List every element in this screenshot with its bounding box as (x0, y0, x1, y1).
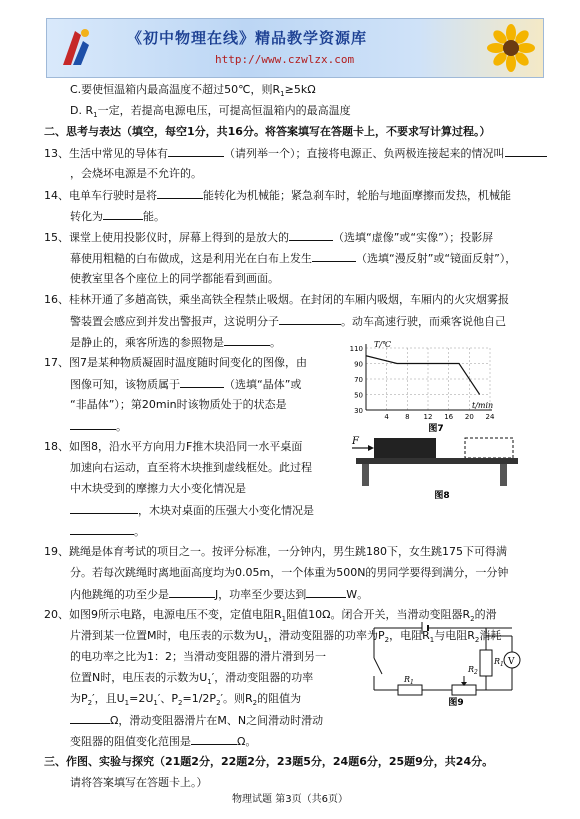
section-3-heading: 三、作图、实验与探究（21题2分，22题2分，23题5分，24题6分，25题9分，共24分。 (44, 755, 494, 768)
question-20-end: 变阻器的阻值变化范围是 Ω。 (70, 731, 256, 752)
answer-blank (157, 185, 203, 199)
question-18-cont3: ，木块对桌面的压强大小变化情况是 (70, 500, 314, 521)
fig9-r1-label: $R_1$ (494, 657, 504, 668)
answer-blank (289, 227, 333, 241)
option-d: D. $R_1$一定，若提高电源电压，可提高恒温箱内的最高温度 (70, 104, 351, 120)
header-banner (46, 18, 544, 78)
figure-7-cooling-chart (344, 338, 504, 434)
question-17-end: 。 (70, 416, 127, 437)
fig7-y-tick-label: 70 (354, 376, 363, 384)
answer-blank (306, 584, 346, 598)
table-leg (500, 464, 507, 486)
figure-8-block-diagram (350, 432, 520, 502)
fig7-x-tick-label: 8 (405, 413, 410, 421)
fig9-caption: 图9 (448, 698, 464, 706)
answer-blank (168, 143, 224, 157)
question-20-cont2: 的电功率之比为1：2；当滑动变阻器的滑片滑到另一 (70, 650, 326, 663)
fig7-data-line (366, 356, 480, 395)
question-18-end: 。 (70, 521, 145, 542)
fig7-y-tick-label: 110 (349, 345, 363, 353)
question-19-end: 内他跳绳的功至少是 J，功率至少要达到 W。 (70, 584, 368, 605)
answer-blank (103, 206, 143, 220)
question-16-cont: 警装置会感应到并发出警报声，这说明分子 。动车高速行驶，而乘客说他自己 (70, 311, 506, 332)
fig7-x-ticks (384, 413, 495, 421)
question-20-cont: 片滑到某一位置M时，电压表的示数为$U_1$，滑动变阻器的功率为$P_2$，电阻$R_1$与电阻$R_2$消耗 (70, 629, 502, 645)
fig7-x-tick-label: 20 (464, 413, 474, 421)
fig7-x-tick-label: 4 (384, 413, 389, 421)
question-16: 16、桂林开通了多趟高铁，乘坐高铁全程禁止吸烟。在封闭的车厢内吸烟，车厢内的火灾烟雾报 (44, 293, 509, 306)
answer-blank (224, 332, 270, 346)
question-14-cont: 转化为 能。 (70, 206, 165, 227)
question-19: 19、跳绳是体育考试的项目之一。按评分标准，一分钟内，男生跳180下，女生跳175下可得满 (44, 545, 507, 558)
figure-9-circuit-diagram (364, 620, 524, 706)
switch-icon (374, 658, 382, 674)
question-16-end: 是静止的，乘客所选的参照物是 。 (70, 332, 281, 353)
fig7-ylabel: T/℃ (374, 340, 391, 349)
sunflower-icon (485, 23, 537, 73)
force-arrowhead-icon (368, 445, 374, 451)
fig7-y-tick-label: 30 (354, 407, 363, 415)
table-top (356, 458, 518, 464)
fig7-x-tick-label: 24 (485, 413, 495, 421)
site-logo-icon (55, 25, 95, 71)
question-17: 17、图7是某种物质凝固时温度随时间变化的图像，由 (44, 356, 307, 369)
fig7-xlabel: t/min (472, 401, 494, 410)
answer-blank (279, 311, 341, 325)
fig8-caption: 图8 (434, 491, 450, 501)
question-17-cont: 图像可知，该物质属于 （选填“晶体”或 (70, 374, 301, 395)
table-leg (362, 464, 369, 486)
force-label: F (352, 436, 359, 447)
answer-blank (70, 416, 116, 430)
banner-title: 《初中物理在线》精品教学资源库 (127, 29, 368, 47)
answer-blank (191, 731, 237, 745)
answer-blank (70, 500, 138, 514)
fig9-r2-label: $R_2$ (468, 665, 478, 676)
question-14: 14、电单车行驶时是将 能转化为机械能；紧急刹车时，轮胎与地面摩擦而发热，机械能 (44, 185, 511, 206)
wooden-block (374, 438, 436, 458)
fig7-y-ticks (350, 345, 363, 415)
question-18-cont2: 中木块受到的摩擦力大小变化情况是 (70, 482, 246, 495)
section-3-note: 请将答案填写在答题卡上。） (70, 776, 208, 789)
question-13-cont: ，会烧坏电源是不允许的。 (70, 167, 202, 180)
fig7-x-tick-label: 12 (423, 413, 433, 421)
question-20: 20、如图9所示电路，电源电压不变，定值电阻$R_1$阻值10Ω。闭合开关，当滑动变阻器$R_2$的滑 (44, 608, 497, 624)
question-20-cont5: Ω，滑动变阻器滑片在M、N之间滑动时滑动 (70, 710, 323, 731)
question-17-cont2: “非晶体”）；第20min时该物质处于的状态是 (70, 398, 287, 411)
banner-url[interactable]: http://www.czwlzx.com (215, 53, 355, 66)
resistor-r1-bottom (398, 685, 422, 695)
question-15: 15、课堂上使用投影仪时，屏幕上得到的是放大的 （选填“虚像”或“实像”）；投影屏 (44, 227, 493, 248)
fig7-y-tick-label: 90 (354, 360, 363, 369)
question-18: 18、如图8，沿水平方向用力F推木块沿同一水平桌面 (44, 440, 303, 453)
rheostat-r2 (452, 685, 476, 695)
answer-blank (505, 143, 547, 157)
answer-blank (180, 374, 224, 388)
question-15-cont: 幕使用粗糙的白布做成，这是利用光在白布上发生 （选填“漫反射”或“镜面反射”）， (70, 248, 516, 269)
resistor-r1 (480, 650, 492, 676)
dashed-target-box (465, 438, 513, 458)
fig7-caption: 图7 (428, 424, 444, 434)
page-footer: 物理试题 第3页（共6页） (232, 794, 348, 805)
question-13: 13、生活中常见的导体有 （请列举一个）；直接将电源正、负两极连接起来的情况叫 (44, 143, 547, 164)
answer-blank (70, 710, 110, 724)
answer-blank (70, 521, 134, 535)
fig7-y-tick-label: 50 (354, 391, 363, 400)
option-c: C.要使恒温箱内最高温度不超过50℃，则$R_1\ge 5k\Omega$ (70, 83, 316, 99)
answer-blank (169, 584, 215, 598)
question-20-cont3: 位置N时，电压表的示数为$U_1'$，滑动变阻器的功率 (70, 671, 314, 687)
question-19-cont: 分。若每次跳绳时离地面高度均为0.05m，一个体重为500N的男同学要得到满分，一分钟 (70, 566, 509, 579)
question-15-end: 使教室里各个座位上的同学都能看到画面。 (70, 272, 279, 285)
question-18-cont: 加速向右运动，直至将木块推到虚线框处。此过程 (70, 461, 312, 474)
fig7-x-tick-label: 16 (444, 413, 454, 421)
answer-blank (312, 248, 356, 262)
fig9-r1-bottom-label: $R_1$ (404, 675, 414, 686)
question-20-cont4: 为$P_2'$，且$U_1=2U_1'$、$P_2=1/2P_2'$。则$R_2$的阻值为 (70, 692, 302, 708)
voltmeter-label: V (508, 657, 515, 667)
section-2-heading: 二、思考与表达（填空，每空1分，共16分。将答案填写在答题卡上，不要求写计算过程。） (44, 125, 491, 138)
